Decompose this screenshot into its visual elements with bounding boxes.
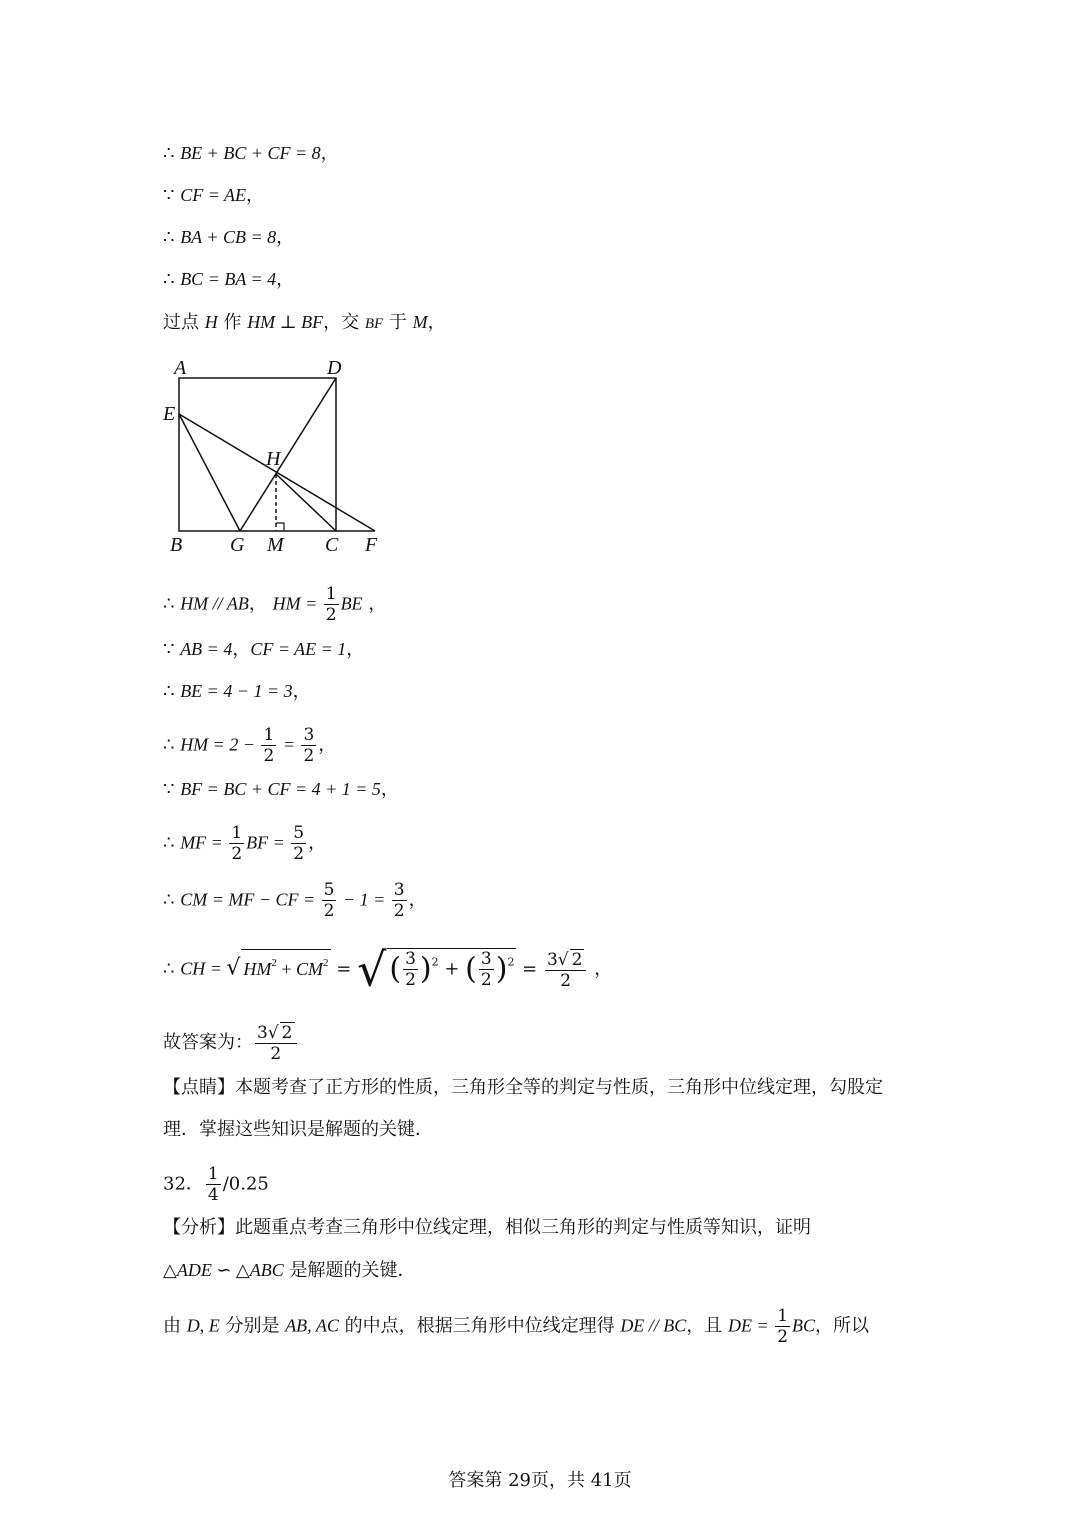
page-footer: 答案第 29页，共 41页 <box>448 1470 632 1491</box>
numerator: 1 <box>231 823 243 843</box>
therefore-symbol: ∴ <box>163 593 181 615</box>
text: 的中点，根据三角形中位线定理得 <box>338 1315 621 1337</box>
numerator: 3√ 2 <box>545 949 587 971</box>
equation: BC = BA = 4 <box>180 269 277 289</box>
denominator: 2 <box>323 901 335 921</box>
punctuation: ， <box>408 889 427 911</box>
punctuation: ， <box>346 639 365 660</box>
text: 作 <box>217 312 248 333</box>
equation: HM = 2 − <box>180 734 260 755</box>
punctuation: ， <box>276 269 295 290</box>
question-32-answer <box>163 1164 269 1205</box>
fraction <box>479 949 494 990</box>
denominator: 2 <box>293 844 305 864</box>
equation: CF = AE <box>180 185 246 205</box>
solution-line-11 <box>163 823 326 864</box>
equation: DE = <box>728 1315 774 1336</box>
equation: CF = AE = 1 <box>250 639 347 659</box>
segment-cm: CM <box>296 958 324 979</box>
denominator: 2 <box>560 970 572 991</box>
numerator: 5 <box>293 823 305 843</box>
fraction <box>261 725 276 766</box>
punctuation: ， <box>232 639 251 660</box>
numerator: 3 <box>303 725 315 745</box>
text: 是解题的关键． <box>283 1260 416 1281</box>
therefore-symbol: ∴ <box>163 681 181 702</box>
paren: ) <box>495 951 508 987</box>
segment-ef <box>179 414 375 531</box>
equation: BA + CB = 8 <box>180 227 277 247</box>
numerator: 5 <box>323 880 335 900</box>
denominator: 2 <box>480 970 492 990</box>
fraction <box>229 823 244 864</box>
solution-line-8 <box>163 678 311 705</box>
segment-hm: HM <box>243 958 272 979</box>
because-symbol: ∵ <box>163 185 181 206</box>
numerator: 3 <box>393 880 405 900</box>
equation: HM = <box>272 593 322 614</box>
answer-line <box>163 1022 299 1064</box>
solution-line-4 <box>163 266 294 293</box>
fraction <box>322 880 337 921</box>
therefore-symbol: ∴ <box>163 227 181 248</box>
paren: ( <box>389 951 402 987</box>
denominator: 2 <box>325 605 337 625</box>
numerator: 1 <box>263 725 275 745</box>
segment-bc: BC <box>792 1315 816 1336</box>
equation: BE + BC + CF = 8 <box>180 143 321 163</box>
text: 由 <box>163 1315 187 1337</box>
plus: + <box>276 958 297 979</box>
exponent: 2 <box>271 956 277 969</box>
segments: AB, AC <box>285 1315 339 1336</box>
radical-sign: √ <box>357 942 387 997</box>
numerator: 3 <box>480 949 492 969</box>
solution-line-9 <box>163 725 336 766</box>
solution-line-3 <box>163 224 294 251</box>
fraction <box>392 880 407 921</box>
punctuation: ， <box>380 779 399 800</box>
numerator: 3√ 2 <box>255 1022 297 1044</box>
label-m: M <box>267 534 284 556</box>
punctuation: ， <box>246 185 264 206</box>
because-symbol: ∵ <box>163 779 181 800</box>
solution-line-10 <box>163 776 399 803</box>
equals: = <box>330 958 358 980</box>
exponent: 2 <box>507 955 515 969</box>
equation: MF = <box>180 832 228 853</box>
punctuation: ， <box>248 593 267 615</box>
punctuation: ， <box>292 681 311 702</box>
fraction <box>291 823 306 864</box>
therefore-symbol: ∴ <box>163 269 181 290</box>
solution-line-2 <box>163 182 264 209</box>
solution-line-7 <box>163 636 364 663</box>
text: ，交 <box>323 312 365 333</box>
radicand <box>241 949 330 982</box>
paren: ( <box>465 951 477 987</box>
equation: BE = 4 − 1 = 3 <box>180 681 293 701</box>
radicand: 2 <box>571 949 583 970</box>
therefore-symbol: ∴ <box>163 832 181 854</box>
text: 分别是 <box>219 1315 286 1337</box>
equation: CM = MF − CF = <box>180 889 320 910</box>
denominator: 2 <box>405 970 416 990</box>
punctuation: ， <box>318 734 337 756</box>
solution-line-13 <box>163 942 613 997</box>
radicand <box>387 948 516 990</box>
fraction <box>775 1306 790 1347</box>
label-g: G <box>230 534 245 556</box>
solution-line-6 <box>163 584 386 625</box>
therefore-symbol: ∴ <box>163 889 181 911</box>
punctuation: ， <box>308 832 327 854</box>
punctuation: ， <box>588 958 613 980</box>
equals: = <box>278 734 300 755</box>
solution-line-1 <box>163 140 339 167</box>
coefficient: 3 <box>546 949 558 970</box>
numerator: 3 <box>405 949 416 969</box>
denominator: 2 <box>393 901 405 921</box>
denominator: 2 <box>270 1044 282 1064</box>
denominator: 2 <box>777 1327 789 1347</box>
analysis-line-1: 【分析】此题重点考查三角形中位线定理，相似三角形的判定与性质等知识，证明 <box>163 1217 811 1238</box>
question-number: 32． <box>163 1173 204 1195</box>
comment-line-1: 【点睛】本题考查了正方形的性质，三角形全等的判定与性质，三角形中位线定理，勾股定 <box>163 1077 883 1098</box>
label-f: F <box>365 534 378 556</box>
segment: BE <box>340 593 363 614</box>
right-angle-mark <box>276 523 284 531</box>
punctuation: ， <box>427 312 446 333</box>
text: ，所以 <box>815 1315 870 1337</box>
points: D, E <box>186 1315 220 1336</box>
punctuation: ， <box>320 143 339 164</box>
analysis-line-3 <box>163 1306 869 1347</box>
because-symbol: ∵ <box>163 639 181 660</box>
minus-one: − 1 = <box>338 889 390 910</box>
fraction <box>301 725 316 766</box>
label-e: E <box>163 403 176 425</box>
text: ，且 <box>686 1315 729 1337</box>
radical-sign: √ <box>226 955 241 981</box>
label-h: H <box>266 448 281 470</box>
therefore-symbol: ∴ <box>163 143 181 164</box>
exponent: 2 <box>323 956 329 969</box>
text: 过点 <box>163 312 205 333</box>
analysis-line-2 <box>163 1257 416 1284</box>
answer-fraction <box>255 1022 297 1064</box>
equation: AB = 4 <box>180 639 233 659</box>
punctuation: ， <box>362 593 387 615</box>
parallel-statement: DE // BC <box>620 1315 687 1336</box>
solution-line-12 <box>163 880 427 921</box>
numerator: 1 <box>777 1306 789 1326</box>
label-d: D <box>327 357 342 379</box>
segment-equals: BF = <box>246 832 290 853</box>
label-c: C <box>325 534 339 556</box>
similarity-statement: △ADE ∽ △ABC <box>163 1260 284 1280</box>
numerator: 1 <box>207 1164 219 1184</box>
radicand: 2 <box>281 1023 293 1043</box>
denominator: 2 <box>231 844 243 864</box>
equation: HM ⊥ BF <box>247 312 324 332</box>
solution-line-5 <box>163 309 446 337</box>
segment-bf: BF <box>364 316 384 332</box>
paren: ) <box>419 951 432 987</box>
point-m: M <box>412 312 428 332</box>
therefore-symbol: ∴ <box>163 734 181 756</box>
denominator: 2 <box>263 746 275 766</box>
coefficient: 3 <box>257 1023 268 1043</box>
comment-line-2: 理．掌握这些知识是解题的关键． <box>163 1119 433 1140</box>
decimal-answer: /0.25 <box>222 1173 269 1195</box>
label-a: A <box>174 357 187 379</box>
geometry-figure <box>160 352 400 562</box>
therefore-symbol: ∴ <box>163 958 181 980</box>
text: 于 <box>383 312 413 333</box>
equation: CH = <box>180 958 227 979</box>
label-b: B <box>170 534 183 556</box>
numerator: 1 <box>325 584 337 604</box>
punctuation: ， <box>276 227 295 248</box>
plus: + <box>438 958 466 980</box>
equation-parallel: HM // AB <box>180 593 249 614</box>
segment-gd <box>240 378 336 531</box>
answer-label: 故答案为： <box>163 1032 253 1053</box>
point-h: H <box>204 312 218 332</box>
denominator: 4 <box>207 1185 219 1205</box>
equals: = <box>516 958 543 980</box>
fraction <box>206 1164 221 1205</box>
equation: BF = BC + CF = 4 + 1 = 5 <box>180 779 381 799</box>
fraction <box>545 949 587 991</box>
fraction <box>324 584 339 625</box>
fraction <box>403 949 418 990</box>
exponent: 2 <box>431 955 439 969</box>
denominator: 2 <box>303 746 315 766</box>
